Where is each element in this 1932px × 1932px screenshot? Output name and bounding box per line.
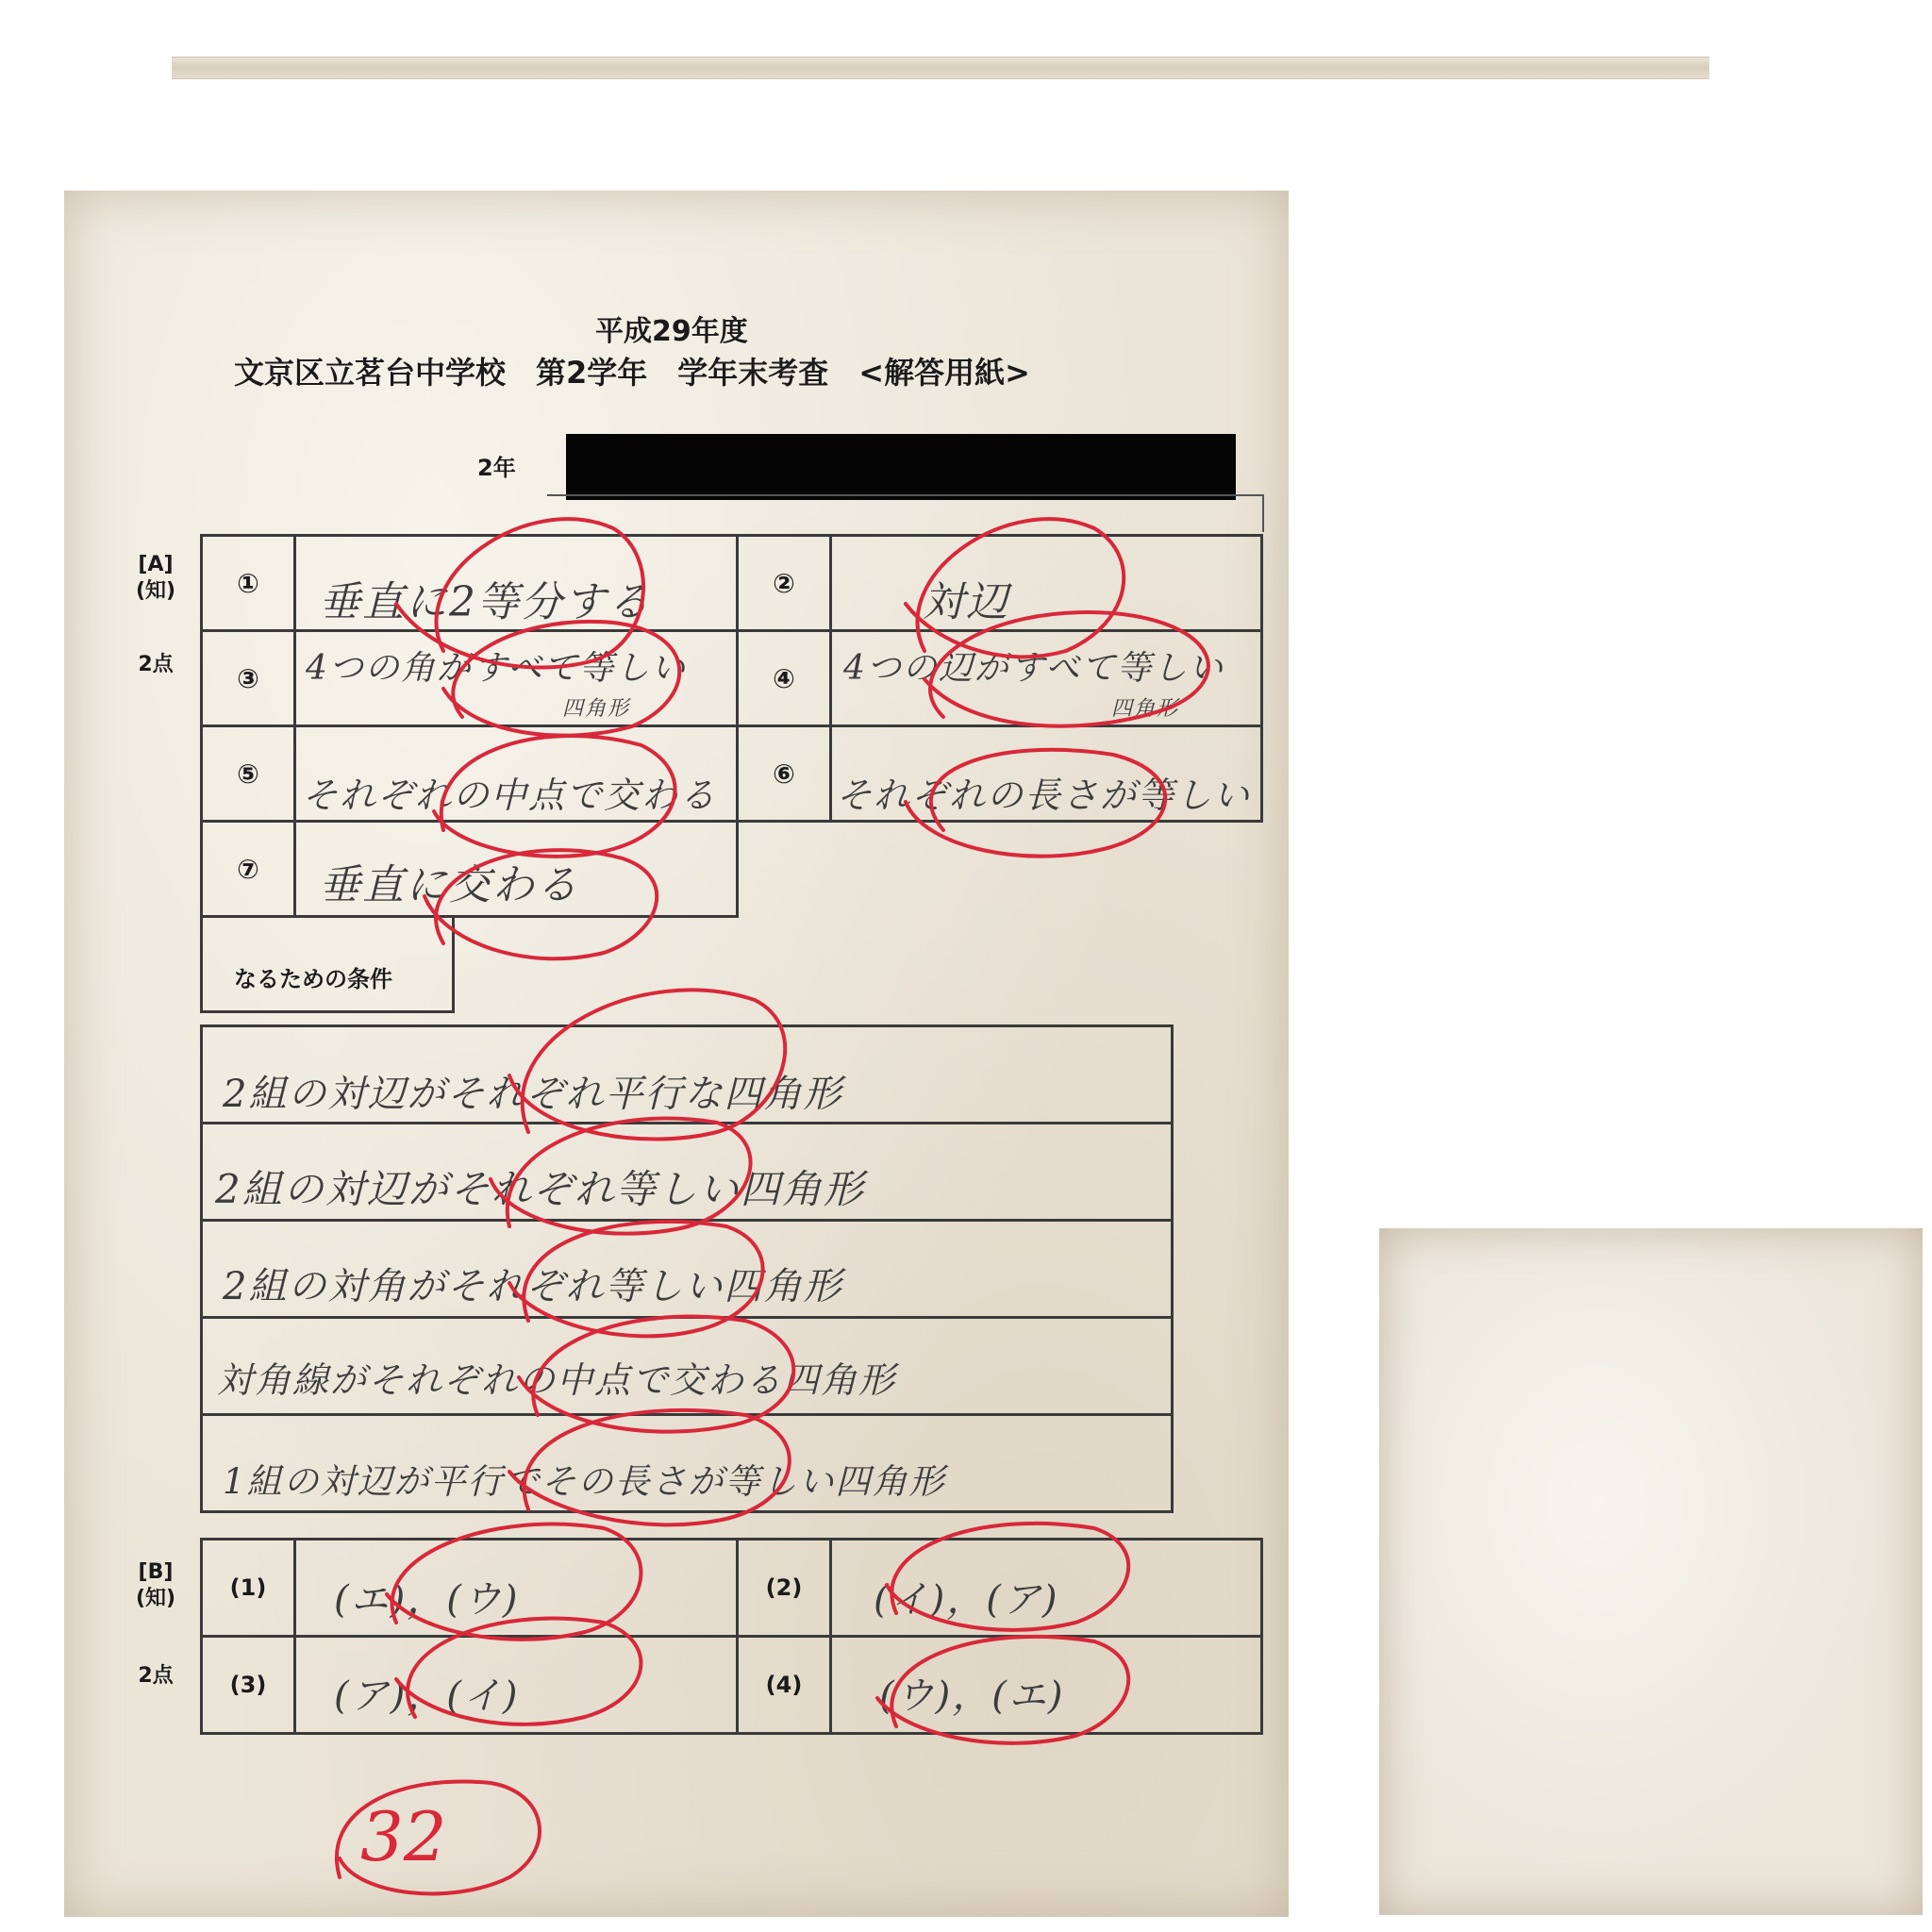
check-mark-3	[924, 612, 1208, 726]
b-answer-text-1: (エ)，(ウ)	[334, 1578, 520, 1622]
answer-text-3: 4つの角がすべて等しい	[306, 649, 688, 688]
title-year: 平成29年度	[595, 315, 748, 348]
condition-text-2: 2組の対辺がそれぞれ等しい四角形	[215, 1166, 865, 1212]
answer-text-7: 垂直に交わる	[319, 861, 579, 909]
section-b-sub: (知)	[135, 1587, 176, 1610]
score-value: 32	[360, 1797, 447, 1876]
check-mark-15	[396, 1619, 641, 1724]
answer-text-1: 垂直に2等分する	[319, 578, 651, 626]
check-mark-7	[425, 850, 657, 958]
section-a-label: [A]	[138, 553, 174, 576]
answer-num-6: ⑥	[773, 758, 795, 790]
check-mark-5	[434, 736, 675, 857]
b-answer-num-2: (2)	[765, 1574, 803, 1601]
answer-text-5: それぞれの中点で交わる	[302, 774, 718, 816]
section-a-points: 2点	[138, 653, 174, 676]
answer-num-7: ⑦	[237, 853, 259, 885]
answer-sub-4: 四角形	[1111, 697, 1180, 721]
condition-text-4: 対角線がそれぞれの中点で交わる四角形	[217, 1359, 897, 1401]
section-b-label: [B]	[138, 1560, 174, 1584]
check-mark-8	[509, 990, 785, 1139]
condition-text-3: 2組の対角がそれぞれ等しい四角形	[223, 1265, 843, 1308]
check-mark-6	[906, 750, 1165, 857]
answer-num-3: ③	[237, 662, 259, 694]
section-a-sub: (知)	[135, 579, 176, 603]
answer-text-4: 4つの辺がすべて等しい	[843, 649, 1225, 688]
answer-sub-3: 四角形	[562, 697, 631, 721]
b-answer-text-3: (ア)，(イ)	[334, 1674, 520, 1718]
grade-label: 2年	[477, 455, 516, 481]
section-b-points: 2点	[138, 1664, 174, 1688]
b-answer-num-1: (1)	[229, 1574, 267, 1601]
check-mark-11	[519, 1317, 793, 1432]
b-answer-text-4: (ウ)，(エ)	[879, 1674, 1065, 1718]
b-answer-num-3: (3)	[229, 1672, 267, 1698]
conditions-label: なるための条件	[234, 966, 392, 992]
answer-num-5: ⑤	[237, 758, 259, 790]
answer-text-2: 対辺	[923, 578, 1009, 626]
check-mark-14	[887, 1524, 1128, 1630]
answer-num-2: ②	[773, 567, 795, 599]
b-answer-num-4: (4)	[765, 1672, 803, 1698]
answer-num-1: ①	[237, 567, 259, 599]
title-school-exam: 文京区立茗台中学校 第2学年 学年末考査 <解答用紙>	[234, 355, 1030, 391]
condition-text-1: 2組の対辺がそれぞれ平行な四角形	[223, 1073, 843, 1116]
answer-text-6: それぞれの長さが等しい	[836, 774, 1252, 816]
check-mark-12	[509, 1410, 790, 1524]
check-mark-4	[443, 622, 679, 736]
condition-text-5: 1組の対辺が平行でその長さが等しい四角形	[223, 1461, 946, 1502]
b-answer-text-2: (イ)，(ア)	[874, 1578, 1059, 1622]
answer-num-4: ④	[773, 662, 795, 694]
check-mark-2	[906, 519, 1124, 657]
check-mark-1	[396, 519, 643, 667]
check-mark-16	[877, 1637, 1128, 1743]
